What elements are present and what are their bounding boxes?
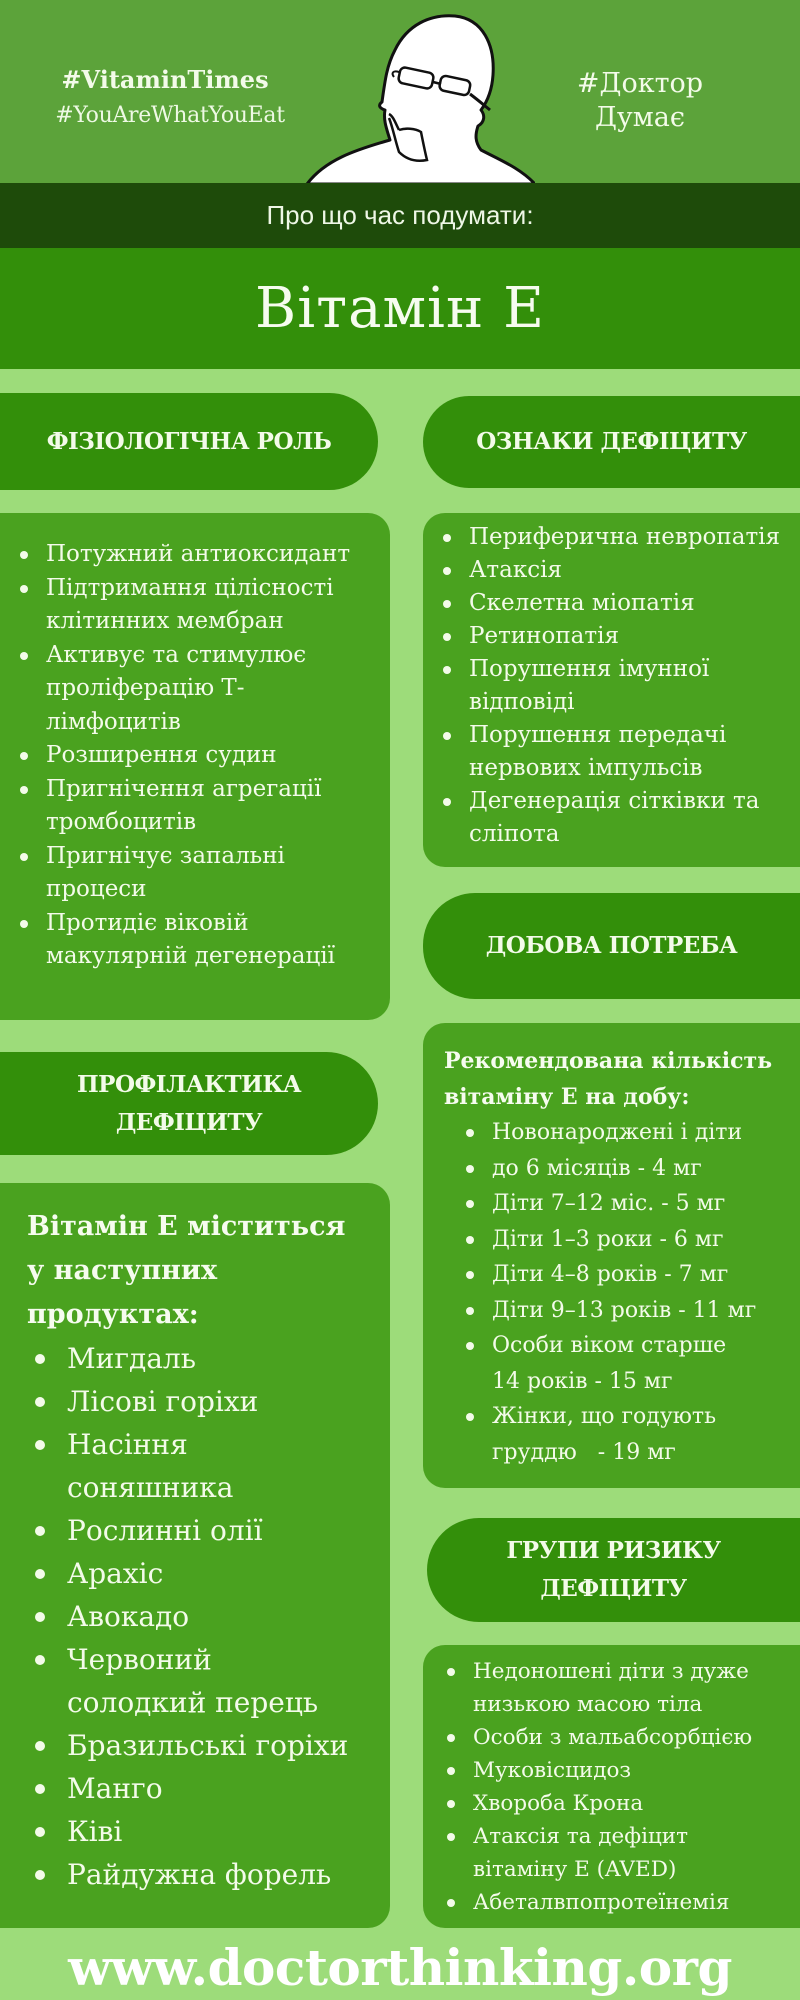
page-title: Вітамін Е	[255, 276, 545, 341]
list-item: Райдужна форель	[27, 1853, 390, 1896]
section-card-physiological-role	[0, 513, 390, 1020]
hashtag-vitamintimes: #VitaminTimes	[61, 65, 269, 94]
list-item: Атаксія та дефіцит вітаміну Е (AVED)	[445, 1820, 745, 1886]
thinking-man-icon	[295, 10, 535, 184]
list-item: Пригнічення агрегації тромбоцитів	[18, 773, 358, 840]
list-item: Діти 4–8 років - 7 мг	[464, 1257, 800, 1293]
section-heading-text: ДОБОВА ПОТРЕБА	[485, 932, 738, 959]
hashtag-youarewhatyoueat: #YouAreWhatYouEat	[55, 103, 285, 128]
list-item: Недоношені діти з дуже низькою масою тіла	[445, 1655, 785, 1721]
section-heading-physiological-role	[0, 393, 378, 490]
list-item: Особи з мальабсорбцією	[445, 1721, 800, 1754]
list-item: Хвороба Крона	[445, 1787, 800, 1820]
list-item: Бразильські горіхи	[27, 1724, 397, 1767]
hashtag-doctor-line1: #Доктор	[576, 68, 704, 99]
list-item: Авокадо	[27, 1595, 390, 1638]
list-item: Насіння соняшника	[27, 1423, 277, 1509]
prevention-food-list	[27, 1337, 390, 1896]
prevention-intro: Вітамін Е міститься у наступних продуктах:	[27, 1211, 346, 1330]
list-item: Підтримання цілісності клітинних мембран	[18, 572, 358, 639]
subtitle-text: Про що час подумати:	[266, 200, 534, 230]
daily-requirement-intro: Рекомендована кількість вітаміну Е на добу:	[444, 1048, 773, 1110]
list-item: Ретинопатія	[441, 620, 800, 653]
list-item: до 6 місяців - 4 мг	[464, 1151, 800, 1187]
list-item: Атаксія	[441, 554, 800, 587]
section-card-daily-requirement	[423, 1023, 800, 1488]
list-item: Рослинні олії	[27, 1509, 390, 1552]
list-item: Особи віком старше 14 років - 15 мг	[464, 1328, 754, 1399]
section-heading-line2: ДЕФІЦИТУ	[540, 1575, 687, 1602]
list-item: Діти 7–12 міс. - 5 мг	[464, 1186, 800, 1222]
list-item: Протидіє віковій макулярній дегенерації	[18, 907, 378, 974]
list-item: Новонароджені і діти	[464, 1115, 800, 1151]
section-heading-text: ФІЗІОЛОГІЧНА РОЛЬ	[46, 427, 332, 455]
list-item: Арахіс	[27, 1552, 390, 1595]
list-item: Розширення судин	[18, 739, 390, 773]
list-item: Порушення імунної відповіді	[441, 653, 721, 719]
list-item: Пригнічує запальні процеси	[18, 840, 328, 907]
website-link[interactable]: www.doctorthinking.org	[68, 1938, 732, 1997]
risk-groups-list	[445, 1655, 800, 1919]
list-item: Мигдаль	[27, 1337, 390, 1380]
section-card-risk-groups	[423, 1645, 800, 1928]
footer	[0, 1935, 800, 2000]
list-item: Дегенерація сітківки та сліпота	[441, 785, 781, 851]
section-card-prevention	[0, 1183, 390, 1928]
list-item: Діти 1–3 роки - 6 мг	[464, 1222, 800, 1258]
daily-requirement-list	[444, 1115, 800, 1470]
list-item: Лісові горіхи	[27, 1380, 390, 1423]
subtitle-band	[0, 183, 800, 248]
list-item: Жінки, що годують груддю - 19 мг	[464, 1399, 754, 1470]
section-card-deficiency-signs	[423, 513, 800, 867]
physiological-role-list	[18, 538, 390, 974]
title-band	[0, 248, 800, 369]
list-item: Манго	[27, 1767, 390, 1810]
list-item: Абеталвпопротеїнемія	[445, 1886, 800, 1919]
section-heading-prevention	[0, 1052, 378, 1155]
section-heading-risk-groups	[427, 1518, 800, 1622]
list-item: Ківі	[27, 1810, 390, 1853]
list-item: Порушення передачі нервових імпульсів	[441, 719, 731, 785]
list-item: Червоний солодкий перець	[27, 1638, 347, 1724]
list-item: Муковісцидоз	[445, 1754, 800, 1787]
list-item: Периферична невропатія	[441, 521, 800, 554]
section-heading-line1: ГРУПИ РИЗИКУ	[506, 1537, 721, 1564]
list-item: Діти 9–13 років - 11 мг	[464, 1293, 800, 1329]
list-item: Скелетна міопатія	[441, 587, 800, 620]
section-heading-line1: ПРОФІЛАКТИКА	[76, 1070, 302, 1098]
hashtag-doctor-line2: Думає	[594, 102, 686, 133]
section-heading-daily-requirement	[423, 893, 800, 999]
hashtag-doctor-thinks	[545, 67, 735, 135]
hero-banner	[0, 0, 800, 183]
list-item: Активує та стимулює проліферацію Т-лімфоцитів	[18, 639, 358, 740]
section-heading-deficiency-signs	[423, 396, 800, 488]
deficiency-signs-list	[441, 521, 800, 851]
section-heading-text: ОЗНАКИ ДЕФІЦИТУ	[476, 428, 747, 455]
list-item: Потужний антиоксидант	[18, 538, 390, 572]
section-heading-line2: ДЕФІЦИТУ	[115, 1108, 263, 1136]
